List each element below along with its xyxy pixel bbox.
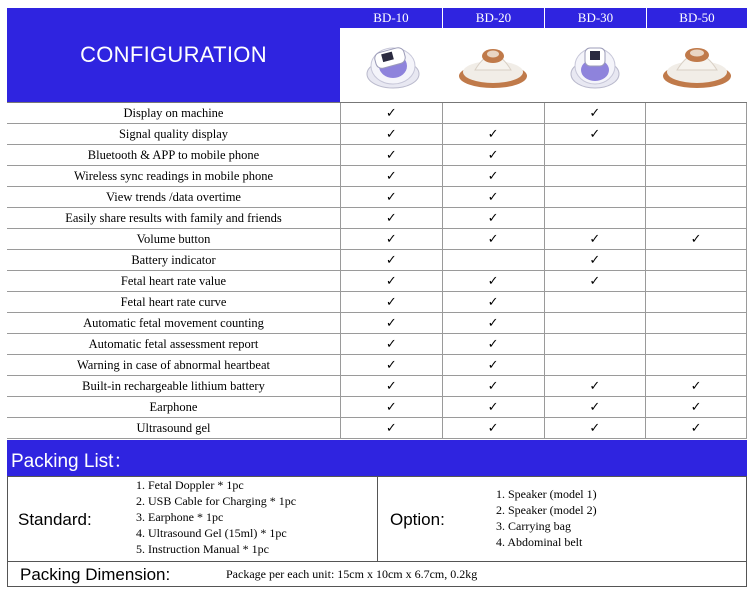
feature-name: Volume button xyxy=(136,231,211,246)
empty-cell xyxy=(645,292,747,312)
empty-cell xyxy=(645,103,747,123)
list-item: 3. Carrying bag xyxy=(496,519,571,533)
packing-list-header: Packing List： xyxy=(7,440,747,476)
check-mark-icon: ✓ xyxy=(442,166,544,186)
check-mark-icon: ✓ xyxy=(442,355,544,375)
check-mark-icon: ✓ xyxy=(442,208,544,228)
empty-cell xyxy=(544,355,646,375)
table-row xyxy=(7,250,747,271)
list-item: 5. Instruction Manual * 1pc xyxy=(136,542,269,556)
option-label: Option: xyxy=(390,510,445,529)
table-row xyxy=(7,334,747,355)
feature-name: Display on machine xyxy=(123,105,224,120)
empty-cell xyxy=(645,334,747,354)
check-mark-icon: ✓ xyxy=(645,229,747,249)
feature-name: Automatic fetal movement counting xyxy=(83,315,264,330)
table-row xyxy=(7,355,747,376)
empty-cell xyxy=(544,166,646,186)
feature-comparison-table xyxy=(7,102,747,439)
model-header-bd50: BD-50 xyxy=(646,8,747,28)
check-mark-icon: ✓ xyxy=(340,229,442,249)
check-mark-icon: ✓ xyxy=(544,271,646,291)
list-item: 4. Ultrasound Gel (15ml) * 1pc xyxy=(136,526,287,540)
check-mark-icon: ✓ xyxy=(544,418,646,438)
feature-name: View trends /data overtime xyxy=(106,189,241,204)
feature-name: Built-in rechargeable lithium battery xyxy=(82,378,265,393)
empty-cell xyxy=(544,187,646,207)
table-row xyxy=(7,271,747,292)
table-row xyxy=(7,103,747,124)
empty-cell xyxy=(645,208,747,228)
empty-cell xyxy=(544,292,646,312)
configuration-title: CONFIGURATION xyxy=(7,8,340,102)
check-mark-icon: ✓ xyxy=(340,334,442,354)
empty-cell xyxy=(544,334,646,354)
check-mark-icon: ✓ xyxy=(442,334,544,354)
model-header-bd20: BD-20 xyxy=(442,8,544,28)
empty-cell xyxy=(645,124,747,144)
list-item: 2. USB Cable for Charging * 1pc xyxy=(136,494,297,508)
list-item: 1. Fetal Doppler * 1pc xyxy=(136,478,244,492)
check-mark-icon: ✓ xyxy=(645,397,747,417)
feature-name: Fetal heart rate curve xyxy=(120,294,227,309)
standard-items-list xyxy=(136,477,296,557)
check-mark-icon: ✓ xyxy=(442,292,544,312)
check-mark-icon: ✓ xyxy=(340,250,442,270)
standard-label: Standard: xyxy=(18,510,92,529)
empty-cell xyxy=(544,208,646,228)
empty-cell xyxy=(544,145,646,165)
feature-name: Warning in case of abnormal heartbeat xyxy=(76,357,270,372)
table-row xyxy=(7,229,747,250)
check-mark-icon: ✓ xyxy=(340,313,442,333)
table-row xyxy=(7,418,747,439)
doppler-device-round-icon xyxy=(453,36,533,94)
check-mark-icon: ✓ xyxy=(340,166,442,186)
check-mark-icon: ✓ xyxy=(340,397,442,417)
check-mark-icon: ✓ xyxy=(442,376,544,396)
feature-name: Wireless sync readings in mobile phone xyxy=(73,168,274,183)
feature-name: Battery indicator xyxy=(131,252,216,267)
table-row xyxy=(7,187,747,208)
table-row xyxy=(7,145,747,166)
feature-name: Automatic fetal assessment report xyxy=(88,336,259,351)
table-row xyxy=(7,397,747,418)
packing-dimension-value: Package per each unit: 15cm x 10cm x 6.7cm, 0.2kg xyxy=(226,567,478,581)
feature-name: Bluetooth & APP to mobile phone xyxy=(87,147,260,162)
empty-cell xyxy=(442,103,544,123)
packing-dimension-label: Packing Dimension: xyxy=(20,565,171,584)
empty-cell xyxy=(645,313,747,333)
feature-name: Signal quality display xyxy=(118,126,229,141)
empty-cell xyxy=(645,166,747,186)
check-mark-icon: ✓ xyxy=(442,145,544,165)
check-mark-icon: ✓ xyxy=(340,271,442,291)
check-mark-icon: ✓ xyxy=(340,187,442,207)
empty-cell xyxy=(442,250,544,270)
list-item: 1. Speaker (model 1) xyxy=(496,487,597,501)
model-header-bd10: BD-10 xyxy=(340,8,442,28)
check-mark-icon: ✓ xyxy=(645,376,747,396)
list-item: 3. Earphone * 1pc xyxy=(136,510,224,524)
table-row xyxy=(7,166,747,187)
table-row xyxy=(7,313,747,334)
check-mark-icon: ✓ xyxy=(544,250,646,270)
check-mark-icon: ✓ xyxy=(340,376,442,396)
check-mark-icon: ✓ xyxy=(442,124,544,144)
table-row xyxy=(7,376,747,397)
feature-name: Earphone xyxy=(149,399,198,414)
empty-cell xyxy=(544,313,646,333)
check-mark-icon: ✓ xyxy=(340,292,442,312)
doppler-device-with-screen-icon xyxy=(351,36,431,94)
bd50-product-image xyxy=(646,28,747,102)
list-item: 4. Abdominal belt xyxy=(496,535,583,549)
empty-cell xyxy=(645,355,747,375)
list-item: 2. Speaker (model 2) xyxy=(496,503,597,517)
check-mark-icon: ✓ xyxy=(442,397,544,417)
feature-name: Easily share results with family and friends xyxy=(65,210,282,225)
doppler-device-with-screen-icon xyxy=(555,36,635,94)
bd10-product-image xyxy=(340,28,442,102)
empty-cell xyxy=(645,271,747,291)
check-mark-icon: ✓ xyxy=(340,103,442,123)
check-mark-icon: ✓ xyxy=(340,208,442,228)
model-header-bd30: BD-30 xyxy=(544,8,646,28)
check-mark-icon: ✓ xyxy=(442,229,544,249)
doppler-device-round-icon xyxy=(657,36,737,94)
check-mark-icon: ✓ xyxy=(544,397,646,417)
check-mark-icon: ✓ xyxy=(442,271,544,291)
feature-name: Ultrasound gel xyxy=(136,420,211,435)
check-mark-icon: ✓ xyxy=(544,229,646,249)
check-mark-icon: ✓ xyxy=(340,418,442,438)
check-mark-icon: ✓ xyxy=(544,103,646,123)
empty-cell xyxy=(645,145,747,165)
packing-divider xyxy=(377,476,378,562)
check-mark-icon: ✓ xyxy=(442,187,544,207)
check-mark-icon: ✓ xyxy=(544,124,646,144)
empty-cell xyxy=(645,250,747,270)
table-row xyxy=(7,124,747,145)
check-mark-icon: ✓ xyxy=(645,418,747,438)
feature-name: Fetal heart rate value xyxy=(120,273,227,288)
check-mark-icon: ✓ xyxy=(340,355,442,375)
option-items-list xyxy=(496,486,597,550)
bd30-product-image xyxy=(544,28,646,102)
check-mark-icon: ✓ xyxy=(442,313,544,333)
table-row xyxy=(7,208,747,229)
check-mark-icon: ✓ xyxy=(340,145,442,165)
empty-cell xyxy=(645,187,747,207)
check-mark-icon: ✓ xyxy=(340,124,442,144)
check-mark-icon: ✓ xyxy=(544,376,646,396)
table-row xyxy=(7,292,747,313)
bd20-product-image xyxy=(442,28,544,102)
check-mark-icon: ✓ xyxy=(442,418,544,438)
